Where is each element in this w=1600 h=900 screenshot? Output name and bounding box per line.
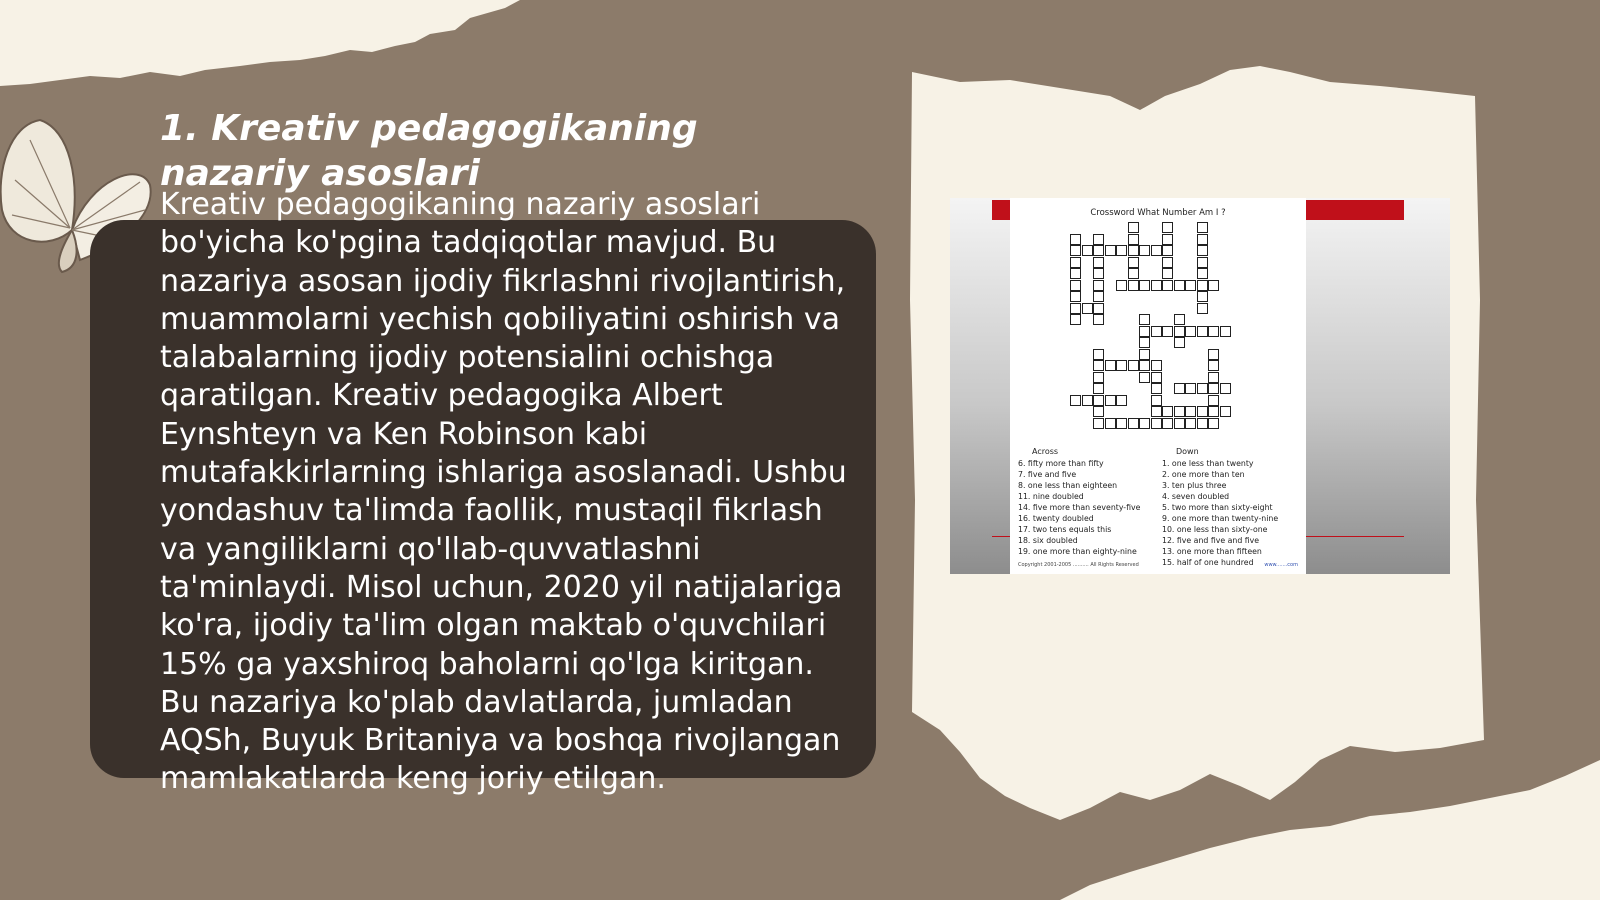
crossword-cell: [1093, 234, 1104, 245]
crossword-cell: [1197, 268, 1208, 279]
crossword-cell: [1151, 360, 1162, 371]
crossword-cell: [1070, 257, 1081, 268]
crossword-cell: [1185, 418, 1196, 429]
down-clue: 12. five and five and five: [1162, 536, 1260, 545]
crossword-cell: [1162, 418, 1173, 429]
crossword-cell: [1128, 360, 1139, 371]
crossword-cell: [1208, 406, 1219, 417]
crossword-cell: [1197, 326, 1208, 337]
down-clue: 3. ten plus three: [1162, 481, 1227, 490]
crossword-cell: [1197, 303, 1208, 314]
across-heading: Across: [1032, 447, 1059, 456]
crossword-cell: [1174, 337, 1185, 348]
down-clue: 1. one less than twenty: [1162, 459, 1254, 468]
crossword-cell: [1128, 222, 1139, 233]
crossword-url: www.......com: [1264, 562, 1298, 568]
crossword-cell: [1128, 280, 1139, 291]
crossword-cell: [1105, 395, 1116, 406]
top-left-paper-scrap: [0, 0, 520, 86]
crossword-cell: [1139, 314, 1150, 325]
across-clues: [1018, 446, 1140, 557]
crossword-cell: [1093, 257, 1104, 268]
crossword-cell: [1139, 349, 1150, 360]
crossword-cell: [1128, 418, 1139, 429]
crossword-cell: [1116, 280, 1127, 291]
crossword-cell: [1174, 406, 1185, 417]
red-bar-right: [1306, 200, 1404, 220]
crossword-cell: [1151, 280, 1162, 291]
crossword-cell: [1220, 383, 1231, 394]
crossword-cell: [1197, 222, 1208, 233]
across-clue: 7. five and five: [1018, 470, 1077, 479]
crossword-cell: [1070, 395, 1081, 406]
crossword-cell: [1093, 406, 1104, 417]
down-clue: 5. two more than sixty-eight: [1162, 503, 1273, 512]
across-clue: 17. two tens equals this: [1018, 525, 1112, 534]
crossword-cell: [1174, 383, 1185, 394]
down-clue: 9. one more than twenty-nine: [1162, 514, 1279, 523]
across-clue: 8. one less than eighteen: [1018, 481, 1118, 490]
across-clue: 19. one more than eighty-nine: [1018, 547, 1137, 556]
crossword-cell: [1093, 268, 1104, 279]
slide-body-text: Kreativ pedagogikaning nazariy asoslari bo'yicha ko'pgina tadqiqotlar mavjud. Bu nazariya asosan ijodiy fikrlashni rivojlantirish, muammolarni yechish qobiliyatini oshirish va talabalarning ijodiy potensialini ochishga qaratilgan. Kreativ pedagogika Albert Eynshteyn va Ken Robinson kabi mutafakkirlarning ishlariga asoslanadi. Ushbu yondashuv ta'limda faollik, mustaqil fikrlash va yangiliklarni qo'llab-quvvatlashni ta'minlaydi. Misol uchun, 2020 yil natijalariga ko'ra, ijodiy ta'lim olgan maktab o'quvchilari 15% ga yaxshiroq baholarni qo'lga kiritgan. Bu nazariya ko'plab davlatlarda, jumladan AQSh, Buyuk Britaniya va boshqa rivojlangan mamlakatlarda keng joriy etilgan.: [160, 187, 847, 797]
crossword-cell: [1151, 395, 1162, 406]
crossword-cell: [1105, 245, 1116, 256]
crossword-cell: [1105, 418, 1116, 429]
crossword-cell: [1082, 245, 1093, 256]
crossword-cell: [1093, 395, 1104, 406]
crossword-cell: [1128, 234, 1139, 245]
crossword-cell: [1162, 257, 1173, 268]
crossword-cell: [1197, 245, 1208, 256]
across-clue: 11. nine doubled: [1018, 492, 1084, 501]
crossword-cell: [1208, 372, 1219, 383]
crossword-cell: [1070, 234, 1081, 245]
across-clue: 16. twenty doubled: [1018, 514, 1094, 523]
crossword-cell: [1093, 314, 1104, 325]
crossword-cell: [1208, 383, 1219, 394]
across-clue: 14. five more than seventy-five: [1018, 503, 1141, 512]
down-clue: 10. one less than sixty-one: [1162, 525, 1268, 534]
crossword-cell: [1185, 383, 1196, 394]
crossword-cell: [1093, 372, 1104, 383]
crossword-sheet: [1010, 198, 1306, 574]
crossword-cell: [1151, 406, 1162, 417]
crossword-cell: [1082, 395, 1093, 406]
down-heading: Down: [1176, 447, 1199, 456]
crossword-cell: [1151, 326, 1162, 337]
crossword-cell: [1093, 245, 1104, 256]
crossword-cell: [1197, 234, 1208, 245]
crossword-cell: [1162, 234, 1173, 245]
crossword-cell: [1174, 418, 1185, 429]
crossword-cell: [1220, 326, 1231, 337]
crossword-cell: [1128, 268, 1139, 279]
crossword-cell: [1116, 245, 1127, 256]
crossword-cell: [1197, 257, 1208, 268]
crossword-cell: [1139, 326, 1150, 337]
crossword-cell: [1139, 280, 1150, 291]
crossword-cell: [1174, 326, 1185, 337]
crossword-cell: [1197, 280, 1208, 291]
crossword-cell: [1093, 418, 1104, 429]
across-clue: 18. six doubled: [1018, 536, 1078, 545]
crossword-cell: [1070, 268, 1081, 279]
crossword-cell: [1197, 406, 1208, 417]
crossword-cell: [1093, 349, 1104, 360]
crossword-cell: [1185, 326, 1196, 337]
down-clue: 13. one more than fifteen: [1162, 547, 1262, 556]
crossword-cell: [1139, 372, 1150, 383]
crossword-cell: [1208, 395, 1219, 406]
down-clue: 15. half of one hundred: [1162, 558, 1254, 567]
crossword-cell: [1162, 268, 1173, 279]
crossword-cell: [1128, 245, 1139, 256]
crossword-cell: [1151, 418, 1162, 429]
across-clue: 6. fifty more than fifty: [1018, 459, 1104, 468]
crossword-cell: [1162, 326, 1173, 337]
crossword-cell: [1208, 326, 1219, 337]
slide-title: 1. Kreativ pedagogikaning nazariy asoslari: [160, 108, 698, 194]
crossword-cell: [1162, 406, 1173, 417]
down-clue: 2. one more than ten: [1162, 470, 1245, 479]
crossword-cell: [1093, 303, 1104, 314]
crossword-cell: [1162, 222, 1173, 233]
down-clues: [1162, 446, 1278, 568]
crossword-cell: [1116, 418, 1127, 429]
crossword-cell: [1162, 280, 1173, 291]
crossword-cell: [1139, 337, 1150, 348]
crossword-cell: [1139, 245, 1150, 256]
crossword-cell: [1093, 280, 1104, 291]
crossword-cell: [1208, 349, 1219, 360]
crossword-cell: [1093, 291, 1104, 302]
crossword-cell: [1151, 372, 1162, 383]
crossword-cell: [1093, 383, 1104, 394]
crossword-cell: [1070, 280, 1081, 291]
crossword-cell: [1197, 383, 1208, 394]
crossword-cell: [1105, 360, 1116, 371]
crossword-image: [950, 198, 1450, 574]
crossword-cell: [1128, 257, 1139, 268]
crossword-cell: [1174, 314, 1185, 325]
crossword-cell: [1070, 314, 1081, 325]
red-line-right: [1306, 536, 1404, 537]
crossword-cell: [1139, 360, 1150, 371]
crossword-cell: [1208, 360, 1219, 371]
crossword-cell: [1116, 360, 1127, 371]
crossword-cell: [1208, 280, 1219, 291]
crossword-title: Crossword What Number Am I ?: [1090, 208, 1226, 218]
crossword-cell: [1070, 245, 1081, 256]
crossword-cell: [1185, 280, 1196, 291]
crossword-cell: [1197, 418, 1208, 429]
red-line-left: [992, 536, 1010, 537]
down-clue: 4. seven doubled: [1162, 492, 1230, 501]
crossword-cell: [1070, 291, 1081, 302]
crossword-cell: [1151, 245, 1162, 256]
crossword-cell: [1070, 303, 1081, 314]
crossword-cell: [1220, 406, 1231, 417]
crossword-cell: [1174, 280, 1185, 291]
crossword-cell: [1162, 245, 1173, 256]
crossword-cell: [1139, 418, 1150, 429]
crossword-cell: [1208, 418, 1219, 429]
crossword-cell: [1151, 383, 1162, 394]
crossword-cell: [1197, 291, 1208, 302]
crossword-cell: [1185, 406, 1196, 417]
crossword-cell: [1093, 360, 1104, 371]
crossword-copyright: Copyright 2001-2005 .......... All Rights Reserved: [1018, 562, 1139, 568]
red-bar-left: [992, 200, 1010, 220]
crossword-cell: [1116, 395, 1127, 406]
crossword-cell: [1082, 303, 1093, 314]
